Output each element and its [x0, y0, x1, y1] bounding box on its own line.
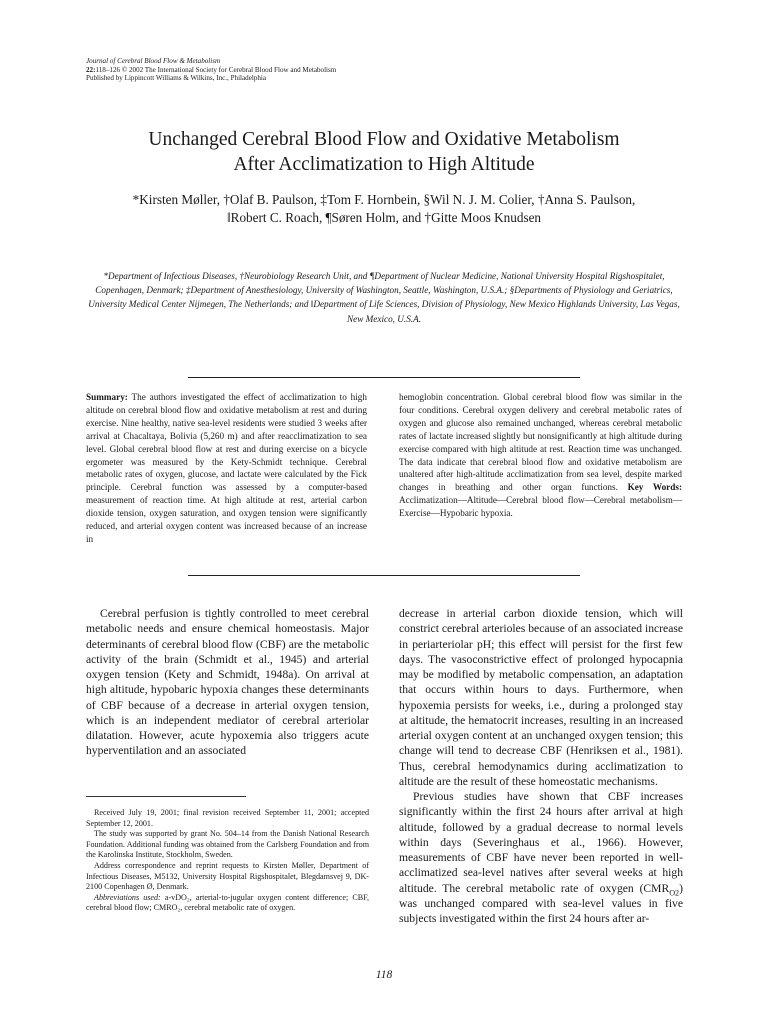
journal-header — [86, 57, 506, 83]
abstract-bottom-rule — [188, 575, 580, 576]
abstract-left-text: The authors investigated the effect of acclimatization to high altitude on cerebral blood flow and oxidative metabolism at rest and during exercise. Nine healthy, native sea-level residents were studied 3 weeks after arrival at Chacaltaya, Bolivia (5,260 m) and after reacclimatization to sea level. Global cerebral blood flow at rest and during exercise on a bicycle ergometer was measured by the Kety-Schmidt technique. Cerebral metabolic rates of oxygen, glucose, and lactate were calculated by the Fick principle. Cerebral function was assessed by a computer-based measurement of reaction time. At high altitude at rest, arterial carbon dioxide tension, oxygen saturation, and oxygen tension were significantly reduced, and arterial oxygen content was increased because of an increase in — [86, 392, 367, 544]
publisher-line: Published by Lippincott Williams & Wilkins, Inc., Philadelphia — [86, 74, 267, 82]
body-paragraph-intro: Cerebral perfusion is tightly controlled to meet cerebral metabolic needs and ensure chemical homeostasis. Major determinants of cerebral blood flow (CBF) are the metabolic activity of the brain (Schmidt et al., 1945) and arterial oxygen tension (Kety and Schmidt, 1948a). On arrival at high altitude, hypobaric hypoxia changes these determinants of CBF because of a decrease in arterial oxygen tension, which is an independent mediator of cerebral arteriolar dilatation. However, acute hypoxemia also triggers acute hyperventilation and an associated — [86, 607, 369, 758]
body-right-column — [399, 606, 683, 926]
author-list — [60, 191, 708, 227]
volume-rest: 118–126 © 2002 The International Society for Cerebral Blood Flow and Metabolism — [95, 65, 337, 74]
para2-text-b: ) was unchanged compared with sea-level values in five subjects investigated within the first 24 hours after ar- — [399, 881, 683, 925]
title-line-2: After Acclimatization to High Altitude — [233, 154, 535, 175]
abstract-top-rule — [188, 377, 580, 378]
footnote-support: The study was supported by grant No. 504–14 from the Danish National Research Foundation. Additional funding was obtained from the Carlsberg Foundation and from the Karolinska Institute, Stockholm, Sweden. — [86, 829, 369, 860]
page-number: 118 — [375, 969, 393, 981]
footnote-received: Received July 19, 2001; final revision received September 11, 2001; accepted September 12, 2001. — [86, 808, 369, 828]
body-left-column — [86, 606, 369, 759]
keywords-text: Acclimatization—Altitude—Cerebral blood flow—Cerebral metabolism—Exercise—Hypobaric hypoxia. — [399, 495, 682, 519]
footnote-abbreviations — [86, 893, 369, 914]
abstract-left-column — [86, 391, 367, 546]
para2-text-a: Previous studies have shown that CBF increases significantly within the first 24 hours after arrival at high altitude, followed by a gradual decrease to normal levels within days (Severinghaus et al., 1966). However, measurements of CBF have never been reported in well-acclimatized sea-level natives after several weeks at high altitude. The cerebral metabolic rate of oxygen (CMR — [399, 790, 683, 895]
footnotes — [86, 808, 369, 914]
abstract-right-column — [399, 391, 682, 520]
keywords-label: Key Words: — [627, 482, 683, 493]
abstract-right-text: hemoglobin concentration. Global cerebral blood flow was similar in the four conditions. Cerebral oxygen delivery and cerebral metabolic rates of oxygen and glucose also remained unchanged, whereas cerebral metabolic rates of lactate increased slightly but nonsignificantly at high altitude during exercise compared with high altitude at rest. Reaction time was unchanged. The data indicate that cerebral blood flow and oxidative metabolism are unaltered after high-altitude acclimatization from sea level, despite marked changes in breathing and other organ functions. — [399, 392, 682, 493]
authors-line-1: *Kirsten Møller, †Olaf B. Paulson, ‡Tom F. Hornbein, §Wil N. J. M. Colier, †Anna S. Paulson, — [132, 192, 636, 207]
summary-label: Summary: — [86, 392, 128, 402]
volume-line — [86, 66, 506, 75]
footnote-rule — [86, 796, 246, 797]
volume-number: 22: — [86, 65, 96, 74]
body-paragraph-continued: decrease in arterial carbon dioxide tension, which will constrict cerebral arterioles because of an associated increase in periarteriolar pH; this effect will persist for the first few days. The vasoconstrictive effect of prolonged hypocapnia may be modified by metabolic compensation, an adaptation that occurs within hours to days. Furthermore, when hypoxemia persists for weeks, i.e., during a prolonged stay at altitude, the hematocrit increases, resulting in an increased arterial oxygen content at an unchanged oxygen tension; this change will tend to decrease CBF (Henriksen et al., 1981). Thus, cerebral hemodynamics during acclimatization to altitude are the result of these homeostatic mechanisms. — [399, 607, 683, 788]
journal-name: Journal of Cerebral Blood Flow & Metabolism — [86, 57, 221, 65]
footnote-address: Address correspondence and reprint requests to Kirsten Møller, Department of Infectious Diseases, M5132, University Hospital Rigshospitalet, Blegdamsvej 9, DK-2100 Copenhagen Ø, Denmark. — [86, 860, 369, 892]
cmro2-subscript: O2 — [669, 887, 680, 897]
article-title — [60, 127, 708, 177]
title-line-1: Unchanged Cerebral Blood Flow and Oxidative Metabolism — [148, 129, 620, 150]
authors-line-2: ‖Robert C. Roach, ¶Søren Holm, and †Gitte Moos Knudsen — [226, 210, 542, 225]
affiliations: *Department of Infectious Diseases, †Neurobiology Research Unit, and ¶Department of Nuclear Medicine, National University Hospital Rigshospitalet, Copenhagen, Denmark; ‡Department of Anesthesiology, University of Washington, Seattle, Washington, U.S.A.; §Departments of Physiology and Geriatrics, University Medical Center Nijmegen, The Netherlands; and ‖Department of Life Sciences, Division of Physiology, New Mexico Highlands University, Las Vegas, New Mexico, U.S.A. — [88, 271, 680, 324]
abbreviations-label: Abbreviations used: — [94, 892, 161, 902]
abbreviations-text: a-vDO₂, arterial-to-jugular oxygen content difference; CBF, cerebral blood flow; CMRO₂, cerebral metabolic rate of oxygen. — [86, 892, 369, 913]
body-paragraph-previous-studies — [399, 789, 683, 926]
